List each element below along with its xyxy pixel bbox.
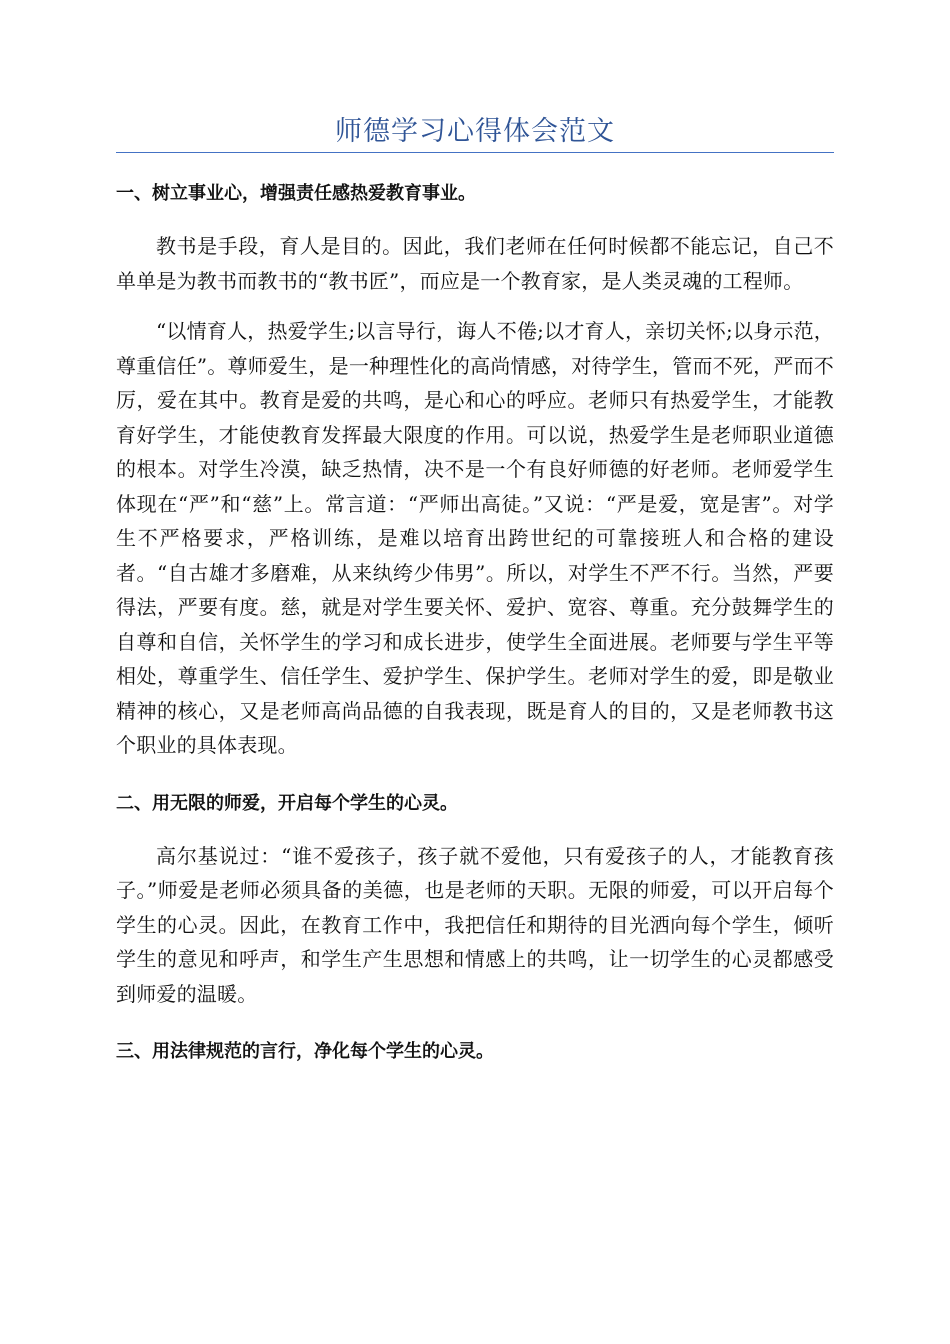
section-heading-2: 二、用无限的师爱，开启每个学生的心灵。 (116, 792, 458, 814)
section-heading-3: 三、用法律规范的言行，净化每个学生的心灵。 (116, 1041, 494, 1062)
paragraph: “以情育人，热爱学生;以言导行，诲人不倦;以才育人，亲切关怀;以身示范，尊重信任”。尊师爱生，是一种理性化的高尚情感，对待学生，管而不死，严而不厉，爱在其中。教育是爱的共鸣，是心和心的呼应。老师只有热爱学生，才能教育好学生，才能使教育发挥最大限度的作用。可以说，热爱学生是老师职业道德的根本。对学生冷漠，缺乏热情，决不是一个有良好师德的好老师。老师爱学生体现在“严”和“慈”上。常言道：“严师出高徒。”又说：“严是爱，宽是害”。对学生不严格要求，严格训练，是难以培育出跨世纪的可靠接班人和合格的建设者。“自古雄才多磨难，从来纨绔少伟男”。所以，对学生不严不行。当然，严要得法，严要有度。慈，就是对学生要关怀、爱护、宽容、尊重。充分鼓舞学生的自尊和自信，关怀学生的学习和成长进步，使学生全面进展。老师要与学生平等相处，尊重学生、信任学生、爱护学生、保护学生。老师对学生的爱，即是敬业精神的核心，又是老师高尚品德的自我表现，既是育人的目的，又是老师教书这个职业的具体表现。 (116, 319, 834, 757)
section-heading-1: 一、树立事业心，增强责任感热爱教育事业。 (116, 183, 476, 204)
paragraph: 教书是手段，育人是目的。因此，我们老师在任何时候都不能忘记，自己不单单是为教书而教书的“教书匠”，而应是一个教育家，是人类灵魂的工程师。 (116, 234, 834, 293)
paragraph: 高尔基说过：“谁不爱孩子，孩子就不爱他，只有爱孩子的人，才能教育孩子。”师爱是老师必须具备的美德，也是老师的天职。无限的师爱，可以开启每个学生的心灵。因此，在教育工作中，我把信任和期待的目光洒向每个学生，倾听学生的意见和呼声，和学生产生思想和情感上的共鸣，让一切学生的心灵都感受到师爱的温暖。 (116, 843, 834, 1006)
document-page (116, 112, 834, 1067)
title-underline (116, 152, 834, 153)
document-title: 师德学习心得体会范文 (335, 116, 615, 147)
